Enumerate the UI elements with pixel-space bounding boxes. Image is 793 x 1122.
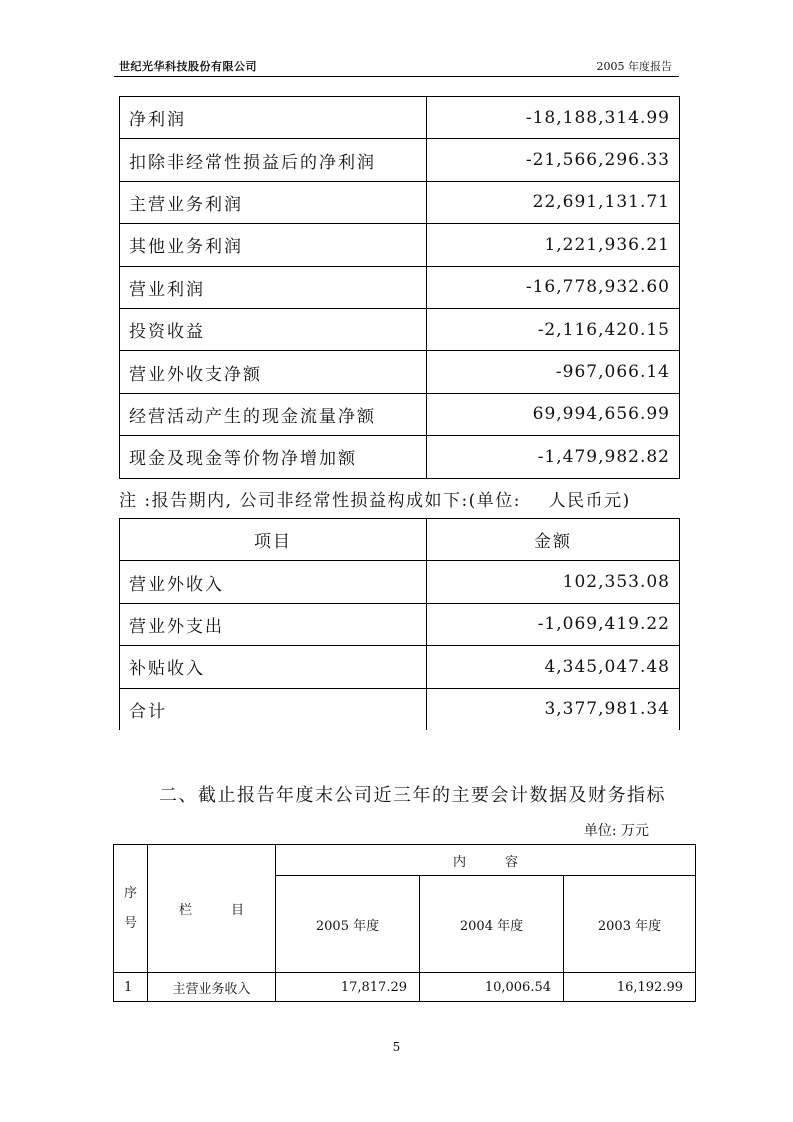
row-label: 营业外收入 — [120, 561, 427, 603]
table-row — [120, 688, 680, 730]
row-value: 3,377,981.34 — [427, 688, 680, 730]
table-row — [120, 308, 680, 350]
table-row — [120, 224, 680, 266]
row-value: 4,345,047.48 — [427, 646, 680, 688]
column-header-amount: 金额 — [427, 519, 680, 561]
row-label: 营业外支出 — [120, 603, 427, 645]
page-number: 5 — [392, 1040, 401, 1054]
table-row — [120, 181, 680, 223]
year-header-2005: 2005 年度 — [276, 876, 420, 973]
table-row — [120, 646, 680, 688]
row-label: 合计 — [120, 688, 427, 730]
row-value: 22,691,131.71 — [427, 181, 680, 223]
row-value-2005: 17,817.29 — [276, 973, 420, 1002]
section-title: 二、截止报告年度末公司近三年的主要会计数据及财务指标 — [159, 785, 666, 806]
table-row — [114, 973, 696, 1002]
row-label: 经营活动产生的现金流量净额 — [120, 393, 427, 435]
row-label: 净利润 — [120, 97, 427, 139]
three-year-data-table — [113, 844, 696, 1002]
content-header: 内 容 — [276, 845, 696, 876]
header-divider — [114, 76, 679, 77]
row-value: -967,066.14 — [427, 351, 680, 393]
table-header-row — [120, 519, 680, 561]
row-label: 补贴收入 — [120, 646, 427, 688]
row-label: 营业外收支净额 — [120, 351, 427, 393]
row-value: -1,069,419.22 — [427, 603, 680, 645]
row-value: -2,116,420.15 — [427, 308, 680, 350]
row-seq: 1 — [114, 973, 148, 1002]
row-value: -16,778,932.60 — [427, 266, 680, 308]
item-header: 栏 目 — [148, 845, 276, 973]
table-header-row — [114, 845, 696, 876]
row-label: 现金及现金等价物净增加额 — [120, 436, 427, 478]
table-row — [120, 436, 680, 478]
table-row — [120, 97, 680, 139]
header-report-title: 2005 年度报告 — [596, 60, 672, 73]
row-value: -1,479,982.82 — [427, 436, 680, 478]
non-recurring-note: 注 :报告期内, 公司非经常性损益构成如下:(单位: 人民币元) — [119, 491, 631, 511]
table-row — [120, 603, 680, 645]
row-label: 其他业务利润 — [120, 224, 427, 266]
table-row — [120, 561, 680, 603]
row-value: 69,994,656.99 — [427, 393, 680, 435]
row-label: 主营业务利润 — [120, 181, 427, 223]
row-value: 102,353.08 — [427, 561, 680, 603]
table-row — [120, 266, 680, 308]
financial-summary-table — [119, 96, 680, 479]
row-value: 1,221,936.21 — [427, 224, 680, 266]
table-row — [120, 139, 680, 181]
seq-header: 序 号 — [114, 845, 148, 973]
year-header-2004: 2004 年度 — [420, 876, 564, 973]
row-value: -21,566,296.33 — [427, 139, 680, 181]
non-recurring-items-table — [119, 518, 680, 730]
header-company: 世纪光华科技股份有限公司 — [119, 60, 257, 73]
row-item: 主营业务收入 — [148, 973, 276, 1002]
row-label: 扣除非经常性损益后的净利润 — [120, 139, 427, 181]
row-value-2004: 10,006.54 — [420, 973, 564, 1002]
row-value-2003: 16,192.99 — [564, 973, 696, 1002]
year-header-2003: 2003 年度 — [564, 876, 696, 973]
table-row — [120, 351, 680, 393]
row-label: 投资收益 — [120, 308, 427, 350]
unit-label: 单位: 万元 — [583, 823, 649, 839]
column-header-item: 项目 — [120, 519, 427, 561]
row-value: -18,188,314.99 — [427, 97, 680, 139]
row-label: 营业利润 — [120, 266, 427, 308]
table-row — [120, 393, 680, 435]
